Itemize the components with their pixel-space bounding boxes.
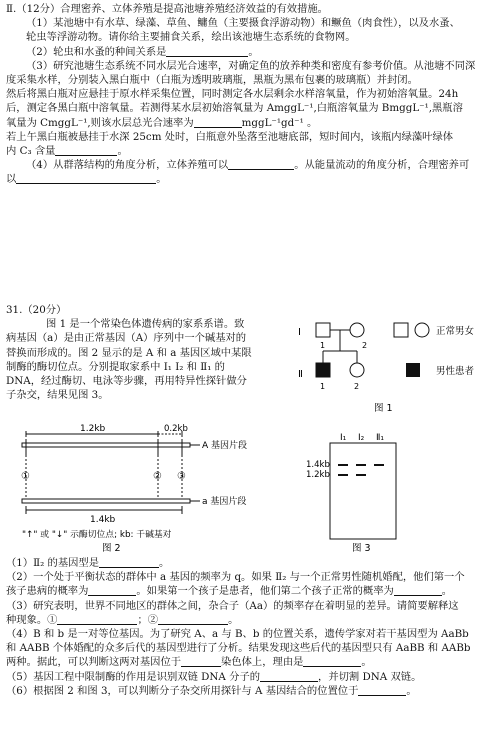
figure3-caption: 图 3 [352,543,371,553]
affected-male-II1 [316,363,330,377]
site-2-marker: ② [153,471,162,482]
q31-sub4-line3: 两种。据此，可以判断这两对基因位于 染色体上，理由是 。 [6,656,372,669]
part2-q3-line3: 然后将黑白瓶对应悬挂于原水样采集位置，同时测定各水层剩余水样溶氧量，作为初始溶氧量。24h [6,88,459,101]
figure3-gel [306,431,401,553]
part2-q2: （2）轮虫和水蚤的种间关系是 。 [26,45,259,58]
size-marker-1.4kb: 1.4kb [306,460,330,470]
answer-blank[interactable] [394,585,442,596]
answer-blank[interactable] [166,46,248,57]
figure2-restriction-map [18,421,290,553]
answer-blank[interactable] [158,614,228,625]
figure1-caption: 图 1 [374,403,393,414]
answer-blank[interactable] [88,585,136,596]
length-label-1.4kb: 1.4kb [90,515,116,525]
individual-number: 2 [362,341,368,350]
answer-blank[interactable] [194,117,242,128]
q31-sub2-line2: 孩子患病的概率为 。如果第一个孩子是患者，他们第二个孩子正常的概率为 。 [6,585,453,598]
figure1-pedigree [294,315,499,415]
individual-number: 1 [320,341,326,350]
q31-text-5: DNA，经过酶切、电泳等步骤，再用特异性探针做分 [6,375,247,388]
answer-blank[interactable] [99,557,159,568]
lane-label-II1: Ⅱ₁ [376,433,385,443]
part2-header: Ⅱ.（12分）合理密养、立体养殖是提高池塘养殖经济效益的有效措施。 [6,3,328,15]
legend-patient-label: 男性患者 [436,366,475,377]
gene-a-label: a 基因片段 [202,497,247,507]
legend-normal-female [415,323,429,337]
size-marker-1.2kb: 1.2kb [306,470,330,480]
length-label-0.2kb: 0.2kb [164,424,188,434]
normal-female-II2 [350,363,364,377]
q31-sub5: （5）基因工程中限制酶的作用是识别双链 DNA 分子的 ，并切割 DNA 双链。 [6,670,422,683]
part2-q3-line1: （3）研究池塘生态系统不同水层光合速率，对确定鱼的放养种类和密度有参考价值。从池塘不同深 [26,59,476,72]
q31-text-3: 替换而形成的。图 2 显示的是 A 和 a 基因区域中某限 [6,346,252,359]
gen-label-2: Ⅱ [298,369,303,380]
band [374,464,384,466]
part2-q3-line5: 氧量为 CmggL⁻¹,则该水层总光合速率为 mggL⁻¹gd⁻¹ 。 [6,116,318,129]
length-label-1.2kb: 1.2kb [80,424,106,434]
q31-sub4-line1: （4）B 和 b 是一对等位基因。为了研究 A、a 与 B、b 的位置关系，遗传学家对若干基因型为 AaBb [6,628,469,641]
part2-q3-line6: 若上午黑白瓶被悬挂于水深 25cm 处时，白瓶意外坠落至池塘底部，短时间内，该瓶内绿藻叶绿体 [6,130,454,143]
legend-normal-label: 正常男女 [436,326,475,337]
figure2-caption: 图 2 [102,543,121,553]
q31-sub6: （6）根据图 2 和图 3，可以判断分子杂交所用探针与 A 基因结合的位置位于 。 [6,684,417,697]
q31-subquestions [6,556,496,698]
answer-blank[interactable] [16,173,156,184]
q31-sub2-line1: （2）一个处于平衡状态的群体中 a 基因的频率为 q。如果 Ⅱ₂ 与一个正常男性随机婚配，他们第一个 [6,571,465,584]
part2-q3-line4: 后，测定各黑白瓶中溶氧量。若测得某水层初始溶氧量为 AmggL⁻¹,白瓶溶氧量为 BmggL⁻¹,黑瓶溶 [6,102,463,115]
part2-q3-line7: 内 C₃ 含量 。 [6,145,128,158]
q31-intro [6,303,276,402]
part2-section [6,2,496,187]
gene-A-segment [22,443,190,447]
answer-blank[interactable] [303,656,361,667]
q31-text-1: 图 1 是一个常染色体遗传病的家系系谱。致 [46,318,245,331]
answer-blank[interactable] [228,159,294,170]
site-3-marker: ③ [177,471,186,482]
part2-q4-line1: （4）从群落结构的角度分析，立体养殖可以 。从能量流动的角度分析，合理密养可 [26,159,470,172]
figure2-note: "↑" 或 "↓" 示酶切位点; kb: 千碱基对 [22,530,172,540]
individual-number: 2 [354,382,360,391]
lane-label-I2: Ⅰ₂ [358,433,365,443]
q31-sub3-line2: 种现象。① ；② 。 [6,613,239,626]
q31-text-2: 病基因（a）是由正常基因（A）序列中一个碱基对的 [6,332,247,345]
answer-blank[interactable] [181,656,221,667]
site-1-marker: ① [21,471,30,482]
band [338,474,348,476]
band [356,464,366,466]
part2-q1-line1: （1）某池塘中有水草、绿藻、草鱼、鳙鱼（主要摄食浮游动物）和鳜鱼（肉食性），以及水蚤、 [26,17,460,30]
gel-frame [330,443,396,539]
gene-A-label: A 基因片段 [202,441,248,451]
part2-q4-line2: 以 。 [6,173,167,186]
gen-label-1: Ⅰ [298,327,301,338]
legend-patient-male [406,363,420,377]
lane-label-I1: Ⅰ₁ [340,433,347,443]
q31-text-4: 制酶的酶切位点。分别提取家系中 Ⅰ₁ Ⅰ₂ 和 Ⅱ₁ 的 [6,360,225,373]
q31-header: 31.（20分） [6,304,67,316]
q31-sub4-line2: 和 AABB 个体婚配的众多后代的基因型进行了分析。结果发现这些后代的基因型只有 AaBB 和 AABb [6,642,471,655]
part2-q1-line2: 轮虫等浮游动物。请你给主要捕食关系，绘出该池塘生态系统的食物网。 [26,31,356,44]
q31-sub1: （1）Ⅱ₂ 的基因型是 。 [6,557,170,569]
answer-blank[interactable] [55,145,117,156]
answer-blank[interactable] [358,685,406,696]
answer-blank[interactable] [57,614,137,625]
gene-a-segment [22,499,190,503]
legend-normal-male [394,323,408,337]
answer-blank[interactable] [260,671,318,682]
band [356,474,366,476]
part2-q3-line2: 度采集水样，分别装入黑白瓶中（白瓶为透明玻璃瓶，黑瓶为黑布包裹的玻璃瓶）并封闭。 [6,74,418,87]
normal-male-I1 [316,323,330,337]
band [338,464,348,466]
q31-text-6: 子杂交，结果见图 3。 [6,389,109,402]
individual-number: 1 [320,382,326,391]
normal-female-I2 [350,323,364,337]
q31-sub3-line1: （3）研究表明，世界不同地区的群体之间，杂合子（Aa）的频率存在着明显的差异。请简要解释这 [6,599,459,612]
